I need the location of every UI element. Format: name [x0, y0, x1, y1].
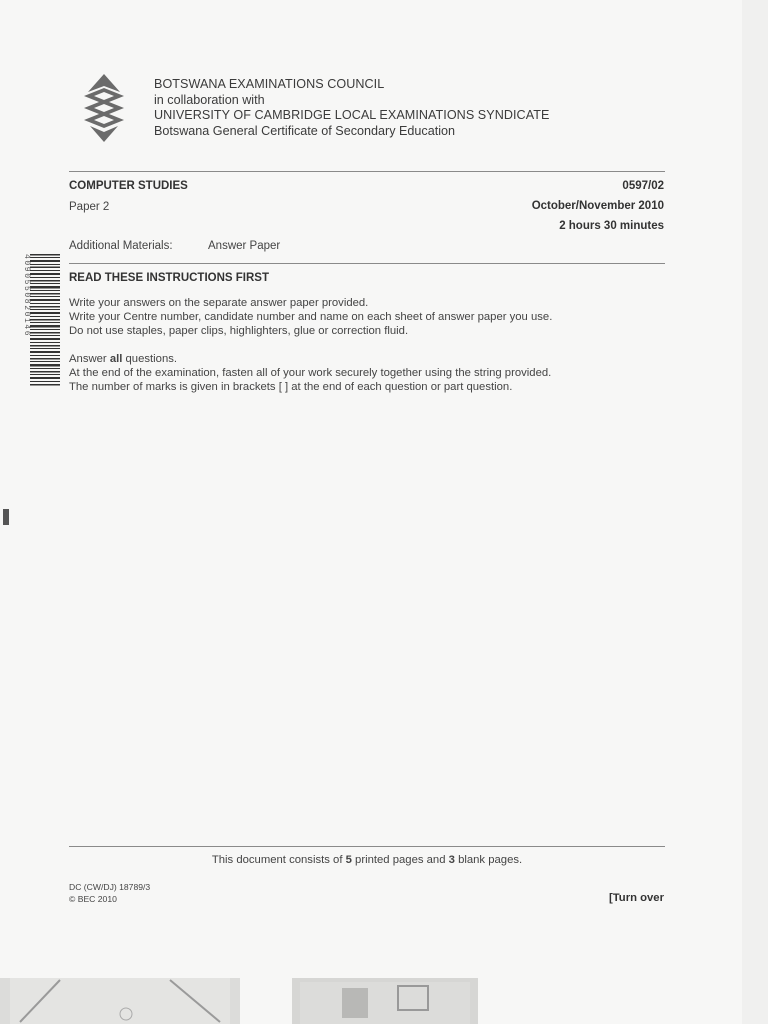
page-edge-shadow [742, 0, 768, 1024]
turn-over-label: [Turn over [608, 892, 664, 904]
additional-materials-label: Additional Materials: [69, 240, 173, 252]
council-name: BOTSWANA EXAMINATIONS COUNCIL [154, 77, 385, 91]
issuing-bodies [154, 77, 549, 139]
printed-pages-count: 5 [345, 854, 352, 866]
instructions-heading: READ THESE INSTRUCTIONS FIRST [69, 272, 269, 284]
exam-duration: 2 hours 30 minutes [559, 220, 664, 232]
footer-divider [69, 846, 665, 847]
copyright-notice: © BEC 2010 [69, 893, 117, 904]
instruction-line: Write your answers on the separate answer paper provided. [69, 297, 369, 309]
page-count-note [69, 854, 665, 866]
note-middle: printed pages and [351, 854, 449, 866]
registration-mark [3, 509, 9, 525]
examinations-council-logo [80, 74, 128, 142]
syndicate-name: UNIVERSITY OF CAMBRIDGE LOCAL EXAMINATIONS SYNDICATE [154, 108, 550, 122]
additional-materials-value: Answer Paper [208, 240, 281, 252]
paper-number: Paper 2 [69, 201, 110, 213]
blank-pages-count: 3 [448, 854, 455, 866]
collaboration-line: in collaboration with [154, 92, 265, 107]
syllabus-code: 0597/02 [622, 180, 664, 192]
instruction-line: The number of marks is given in brackets [ ] at the end of each question or part question. [69, 380, 513, 393]
instructions-block-1 [69, 297, 552, 338]
instruction-line: At the end of the examination, fasten all of your work securely together using the string provided. [69, 366, 552, 379]
instruction-line: Do not use staples, paper clips, highlighters, glue or correction fluid. [69, 324, 409, 337]
answer-suffix: questions. [122, 353, 178, 365]
document-reference [69, 882, 150, 905]
exam-session: October/November 2010 [531, 200, 664, 212]
instructions-block-2 [69, 353, 551, 394]
answer-all-line [69, 353, 551, 367]
note-prefix: This document consists of [211, 854, 346, 866]
barcode-digits: 4090550820146 [22, 254, 31, 338]
reference-code: DC (CW/DJ) 18789/3 [69, 882, 151, 892]
scan-artifact-strip [0, 978, 768, 1024]
instruction-line: Write your Centre number, candidate number and name on each sheet of answer paper you use. [69, 310, 553, 323]
note-suffix: blank pages. [454, 854, 523, 866]
instructions-divider [69, 263, 665, 264]
barcode [20, 250, 62, 390]
subject-title: COMPUTER STUDIES [69, 180, 188, 192]
answer-emphasis: all [109, 353, 123, 365]
certificate-name: Botswana General Certificate of Secondary Education [154, 123, 456, 138]
answer-prefix: Answer [69, 353, 110, 365]
header-divider [69, 171, 665, 172]
